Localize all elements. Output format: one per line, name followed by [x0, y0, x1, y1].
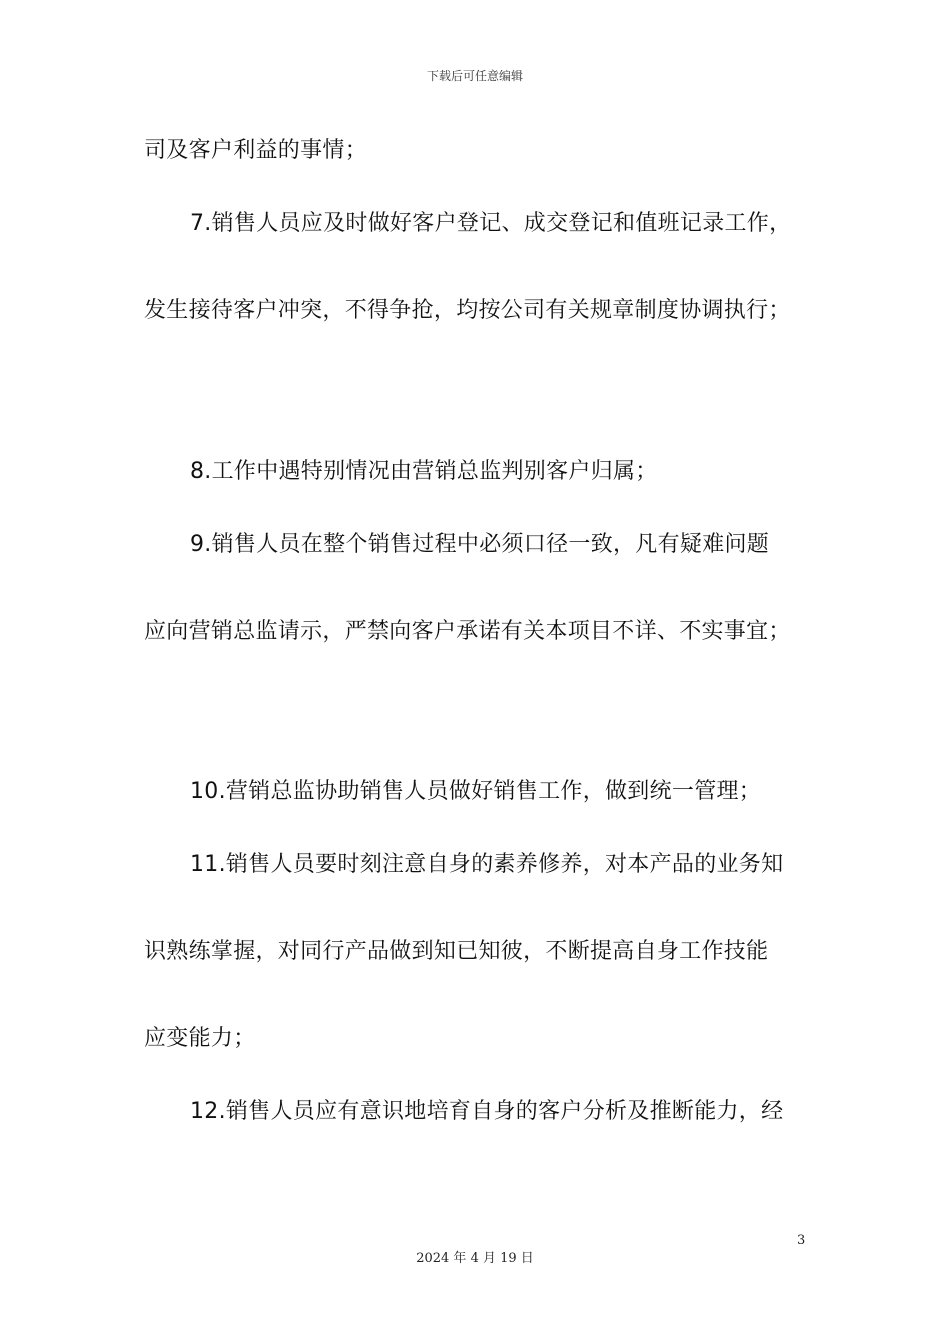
text-line: 应变能力；: [144, 1026, 256, 1051]
text-line: 12.销售人员应有意识地培育自身的客户分析及推断能力，经: [190, 1099, 784, 1124]
text-line: 发生接待客户冲突，不得争抢，均按公司有关规章制度协调执行；: [144, 298, 791, 323]
text-line: 9.销售人员在整个销售过程中必须口径一致，凡有疑难问题: [190, 532, 770, 557]
text-line: 司及客户利益的事情；: [144, 138, 368, 163]
text-line: 8.工作中遇特别情况由营销总监判别客户归属；: [190, 459, 658, 484]
page-number: 3: [797, 1233, 806, 1248]
text-line: 识熟练掌握，对同行产品做到知已知彼，不断提高自身工作技能: [144, 939, 769, 964]
text-line: 11.销售人员要时刻注意自身的素养修养，对本产品的业务知: [190, 852, 784, 877]
page-header-note: 下载后可任意编辑: [426, 69, 523, 83]
text-line: 10.营销总监协助销售人员做好销售工作，做到统一管理；: [190, 779, 762, 804]
text-line: 应向营销总监请示，严禁向客户承诺有关本项目不详、不实事宜；: [144, 619, 791, 644]
text-line: 7.销售人员应及时做好客户登记、成交登记和值班记录工作，: [190, 211, 792, 236]
footer-date: 2024 年 4 月 19 日: [416, 1251, 534, 1266]
